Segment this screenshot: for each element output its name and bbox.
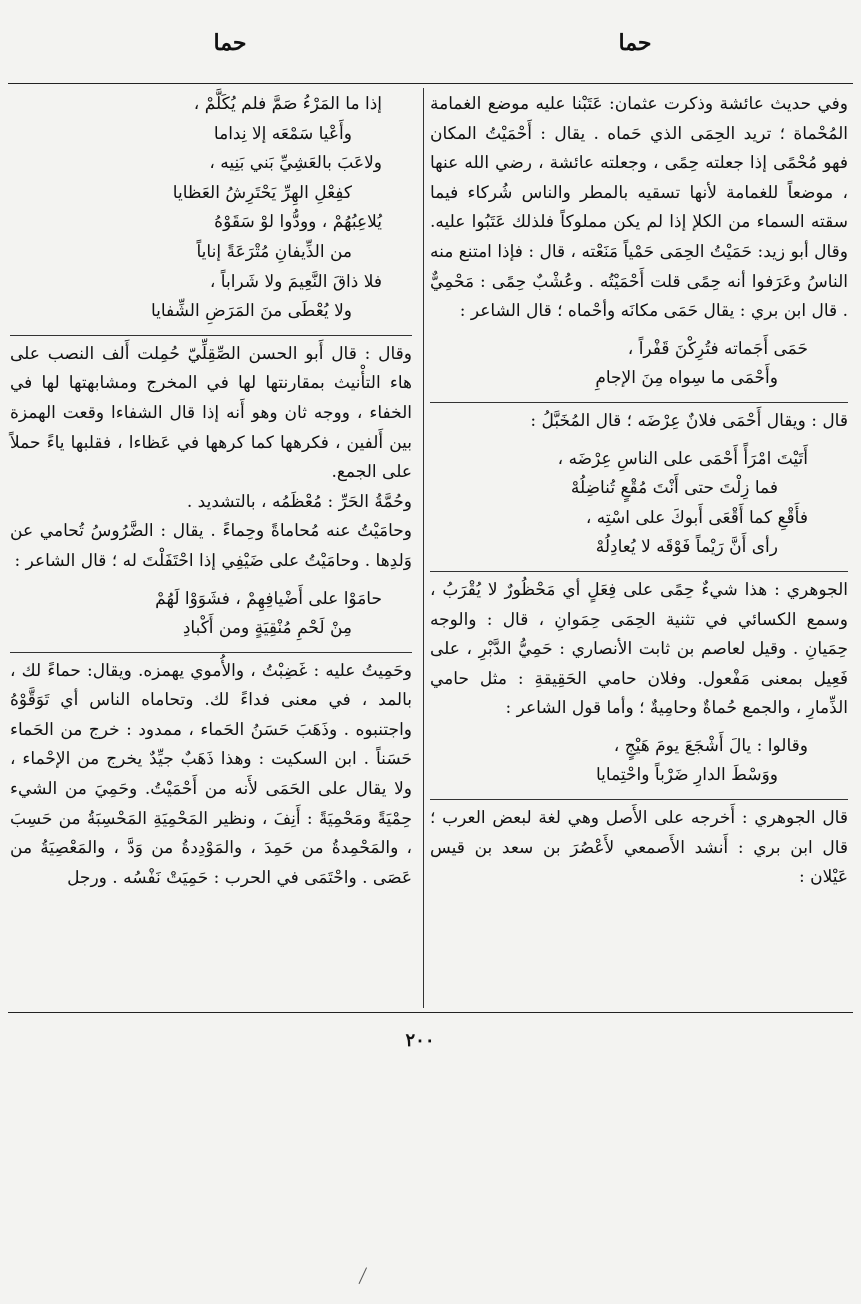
- paragraph: قال : ويقال أَحْمَى فلانٌ عِرْضَه ؛ قال المُخَبَّلُ :: [530, 410, 848, 431]
- verse: [430, 732, 848, 791]
- paragraph: قال الجوهري : أَخرجه على الأَصل وهي لغة لبعض العرب ؛ قال ابن بري : أَنشد الأَصمعي لأَعْصُرَ بن سعد بن قيس عَيْلان :: [430, 808, 848, 888]
- column-divider: [423, 88, 424, 1008]
- right-running-head: حما: [618, 30, 652, 56]
- verse-line: وأَحْمَى ما سِواه مِنَ الإجامِ: [595, 368, 778, 389]
- left-running-head: حما: [213, 30, 247, 56]
- stray-mark: [359, 1267, 373, 1286]
- verse-line: فما زِلْتَ حتى أَنْتَ مُقْعٍ تُناضِلُهْ: [570, 478, 778, 499]
- verse-line: فأَقْعِ كما أَقْعَى أَبوكَ على اسْتِه ،: [585, 507, 808, 528]
- page-number: ٢٠٠: [405, 1030, 435, 1051]
- verse-line: إذا ما المَرْءُ صَمَّ فلم يُكَلَّمْ ،: [193, 94, 382, 114]
- verse-line: مِنْ لَحْمِ مُنْقِيَةٍ ومن أَكْبادِ: [182, 618, 352, 639]
- paragraph: وحُمَّةُ الحَرِّ : مُعْظَمُه ، بالتشديد .: [186, 491, 412, 512]
- verse-line: وأَعْيا سَمْعَه إلا نِداما: [213, 123, 352, 144]
- verse-separator: [10, 335, 412, 336]
- verse-line: فلا ذاقَ النَّعِيمَ ولا شَراباً ،: [209, 271, 382, 292]
- paragraph: وفي حديث عائشة وذكرت عثمان: عَتَبْنا عليه موضع الغمامة المُحْماة ؛ تريد الحِمَى الذي حَماه . يقال : أَحْمَيْتُ المكان فهو مُحْمًى إذا جعلته حِمًى ، وجعلته عائشة ، رضي الله عنها ، موضعاً للغمامة لأنها تسقيه بالمطر والناس شُركاء فيما سقته السماء من الكلإ إذا لم يكن مملوكاً فلذلك عَتَبُوا عليه. وقال أبو زيد: حَمَيْتُ الحِمَى حَمْياً مَنَعْته ، قال : فإذا امتنع منه الناسُ وعَرَفوا أنه حِمًى قلت أَحْمَيْتُه . وعُشْبٌ حِمًى : مَحْمِيٌّ . قال ابن بري : يقال حَمَى مكانَه وأحْماه ؛ قال الشاعر :: [430, 94, 848, 322]
- top-rule: [8, 83, 853, 84]
- verse-separator: [430, 402, 848, 403]
- verse-line: رأى أَنَّ رَيْماً فَوْقَه لا يُعادِلُهْ: [595, 537, 778, 558]
- verse-line: حَمَى أَجَماته فتُرِكْنَ قَفْراً ،: [627, 338, 808, 359]
- verse-line: أَتَيْتَ امْرَأً أَحْمَى على الناسِ عِرْضَه ،: [557, 448, 808, 469]
- verse: [10, 90, 412, 327]
- verse-line: وقالوا : يالَ أَشْجَعَ يومَ هَيْجٍ ،: [613, 735, 808, 756]
- verse-line: ولا يُعْطَى منَ المَرَضِ الشِّفايا: [150, 301, 352, 322]
- left-column: [10, 90, 412, 893]
- paragraph: وحامَيْتُ عنه مُحاماةً وحِماءً . يقال : الضَّرُوسُ تُحامي عن وَلدِها . وحامَيْتُ على ضَيْفِي إذا احْتَفَلْتَ له ؛ قال الشاعر :: [10, 521, 412, 571]
- verse: [430, 335, 848, 394]
- bottom-rule: [8, 1012, 853, 1013]
- verse-line: حامَوْا على أَضْيافِهِمْ ، فشَوَوْا لَهُمْ: [155, 588, 382, 609]
- paragraph: وقال : قال أَبو الحسن الصِّقِلِّيّ حُمِلت أَلف النصب على هاء التأْنيث بمقارنتها لها في المخرج ومشابهتها لها في الخفاء ، ووجه ثان وهو أَنه إذا قال الشفاءا وقعت الهمزة بين أَلفين ، فكرهها كما كرهها في عَظاءا ، فقلبها ياءً حملاً على الجمع.: [10, 343, 412, 483]
- verse-separator: [430, 571, 848, 572]
- verse-line: من الذِّيفانِ مُتْرَعَةً إناياً: [196, 241, 352, 262]
- verse: [10, 585, 412, 644]
- verse-line: ووَسْطَ الدارِ ضَرْباً واحْتِمايا: [596, 765, 778, 786]
- right-column: [430, 90, 848, 893]
- paragraph: وحَمِيتُ عليه : غَضِبْتُ ، والأُموي يهمزه. ويقال: حماءً لك ، بالمد ، في معنى فداءً لك. وتحاماه الناس أي تَوَقَّوْهُ واجتنبوه . وذَهَبَ حَسَنُ الحَماء ، ممدود : خرج من الحَماء حَسَناً . ابن السكيت : وهذا ذَهَبٌ جيِّدٌ يخرج من الإحْماء ، ولا يقال على الحَمَى لأَنه من أَحْمَيْتُ. وحَمِيَ من الشيء حِمْيَةً ومَحْمِيَةً : أَنِفَ ، ونظير المَحْمِيَةِ المَحْسِبَةُ من حَسِبَ ، والمَحْمِدةُ من حَمِدَ ، والمَوْدِدةُ من وَدَّ ، والمَعْصِيَةُ من عَصَى . واحْتَمَى في الحرب : حَمِيَتْ نَفْسُه . ورجل: [10, 660, 412, 888]
- verse-separator: [430, 799, 848, 800]
- paragraph: الجوهري : هذا شيءٌ حِمًى على فِعَلٍ أي مَحْظُورٌ لا يُقْرَبُ ، وسمع الكسائي في تثنية الحِمَى حِمَوانِ ، قال : والوجه حِمَيانِ . وقيل لعاصم بن ثابت الأنصاري : حَمِيُّ الدَّبْرِ ، على فَعِيل بمعنى مَفْعول. وفلان حامي الحَقِيقةِ : مثل حامي الذِّمارِ ، والجمع حُماةٌ وحامِيةٌ ؛ وأما قول الشاعر :: [430, 579, 848, 719]
- verse-line: ولاعَبَ بالعَشِيِّ بَني بَنِيه ،: [209, 153, 382, 174]
- verse-line: كفِعْلِ الهِرِّ يَحْتَرِشُ العَظايا: [172, 182, 352, 203]
- verse: [430, 445, 848, 563]
- verse-line: يُلاعِبُهُمْ ، وودُّوا لوْ سَقَوْهُ: [214, 212, 382, 233]
- verse-separator: [10, 652, 412, 653]
- page-header: [0, 30, 861, 70]
